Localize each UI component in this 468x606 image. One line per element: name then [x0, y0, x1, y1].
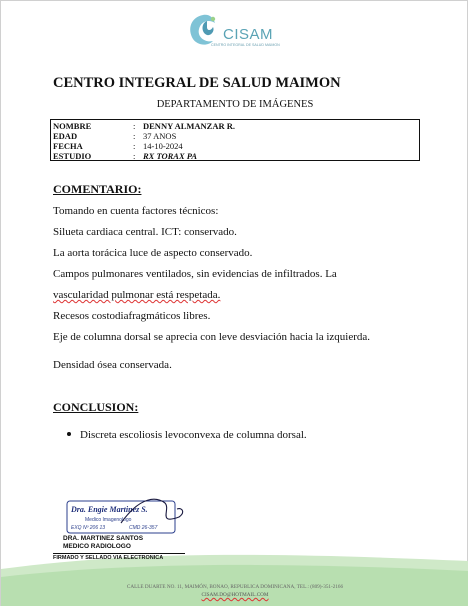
comment-line: Silueta cardiaca central. ICT: conservado. [53, 226, 237, 238]
date-label: FECHA [53, 141, 83, 151]
date-value: 14-10-2024 [143, 141, 183, 151]
footer-address: CALLE DUARTE NO. 11, MAIMÓN, BONAO, REPUBLICA DOMINICANA, TEL.: (809)-351-2166 [126, 584, 344, 590]
study-colon: : [133, 151, 136, 161]
signer-role: MEDICO RADIOLOGO [63, 543, 131, 550]
info-row-study [53, 151, 417, 161]
stamp-name: Dra. Engie Martinez S. [71, 505, 148, 514]
conclusion-item: Discreta escoliosis levoconvexa de columna dorsal. [80, 429, 307, 441]
stamp-exq: EXQ Nº 206 13 [71, 525, 106, 531]
info-row-age [53, 131, 417, 141]
comment-line: Eje de columna dorsal se aprecia con leve desviación hacia la izquierda. [53, 331, 371, 343]
department-title: DEPARTAMENTO DE IMÁGENES [156, 99, 314, 110]
patient-info-box [50, 119, 420, 161]
comment-line: La aorta torácica luce de aspecto conservado. [53, 247, 253, 259]
study-value: RX TORAX PA [143, 151, 198, 161]
comentario-heading: COMENTARIO: [53, 182, 142, 196]
signature-line [53, 553, 185, 554]
cisam-logo [183, 11, 293, 53]
signature-note: FIRMADO Y SELLADO VIA ELECTRONICA [53, 555, 164, 561]
age-label: EDAD [53, 131, 78, 141]
logo-name: CISAM [223, 26, 274, 43]
info-row-name [53, 121, 417, 131]
comment-line: Tomando en cuenta factores técnicos: [53, 205, 219, 217]
stamp-cmd: CMD 26-357 [129, 525, 158, 531]
stamp-role: Medico Imagenologo [85, 517, 132, 523]
name-label: NOMBRE [53, 121, 92, 131]
comment-line: Recesos costodiafragmáticos libres. [53, 310, 211, 322]
study-label: ESTUDIO [53, 151, 92, 161]
age-value: 37 ANOS [143, 131, 177, 141]
signer-name: DRA. MARTINEZ SANTOS [63, 535, 144, 542]
footer-email [1, 592, 468, 598]
name-value: DENNY ALMANZAR R. [143, 121, 236, 131]
date-colon: : [133, 141, 136, 151]
footer-email-text: CISAM.DO@HOTMAIL.COM [201, 592, 269, 598]
logo-subtitle: CENTRO INTEGRAL DE SALUD MAIMON [211, 43, 280, 47]
comment-line: vascularidad pulmonar está respetada. [53, 289, 221, 301]
comment-line: Campos pulmonares ventilados, sin evidencias de infiltrados. La [53, 268, 337, 280]
comment-line: Densidad ósea conservada. [53, 359, 172, 371]
bullet-icon [67, 432, 71, 436]
clinic-title: CENTRO INTEGRAL DE SALUD MAIMON [53, 75, 341, 91]
signer-block [63, 535, 143, 551]
conclusion-heading: CONCLUSION: [53, 400, 139, 414]
age-colon: : [133, 131, 136, 141]
name-colon: : [133, 121, 136, 131]
info-row-date [53, 141, 417, 151]
